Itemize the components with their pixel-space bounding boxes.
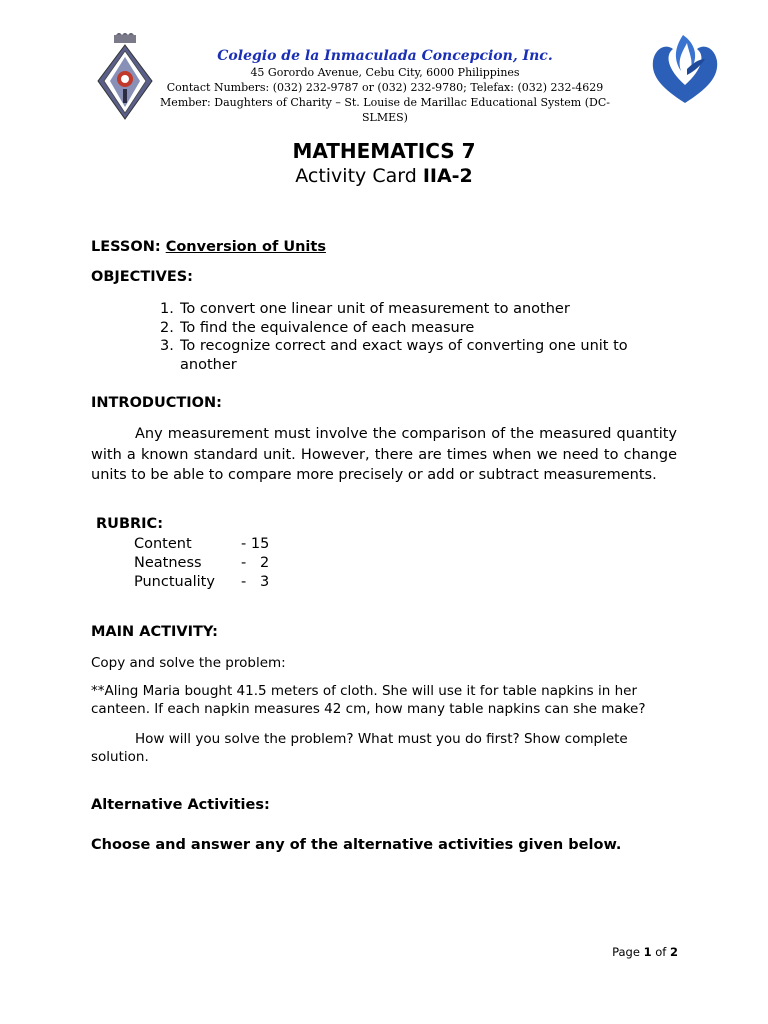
flame-hands-emblem-icon (647, 29, 723, 107)
lesson-line (91, 238, 326, 258)
alternative-activities-heading: Alternative Activities: (91, 797, 270, 813)
objective-item: 1. To convert one linear unit of measurement to another (160, 301, 570, 317)
lesson-title: Conversion of Units (165, 239, 326, 255)
rubric-label-content: Content (134, 536, 192, 552)
activity-card-code: IIA-2 (422, 165, 473, 187)
main-activity-heading: MAIN ACTIVITY: (91, 624, 218, 640)
subtitle-prefix: Activity Card (295, 165, 423, 187)
objective-item: 2. To find the equivalence of each measure (160, 319, 475, 336)
objective-item: 3. To recognize correct and exact ways of converting one unit to another (160, 338, 628, 373)
main-activity-problem: **Aling Maria bought 41.5 meters of cloth. She will use it for table napkins in her canteen. If each napkin measures 42 cm, how many table napkins can she make? (91, 683, 646, 717)
page-number: Page 1 of 2 (612, 945, 678, 959)
main-activity-question: How will you solve the problem? What must you do first? Show complete solution. (91, 731, 628, 765)
main-activity-instruction: Copy and solve the problem: (91, 655, 286, 671)
total-pages: 2 (669, 945, 678, 959)
rubric-value-punctuality: - 3 (241, 574, 270, 590)
objectives-list (160, 300, 680, 374)
school-contact: Contact Numbers: (032) 232-9787 or (032) 232-9780; Telefax: (032) 232-4629 (166, 81, 604, 94)
rubric-value-neatness: - 2 (241, 555, 270, 571)
rubric-label-punctuality: Punctuality (134, 574, 215, 590)
introduction-heading: INTRODUCTION: (91, 395, 222, 411)
school-membership: Member: Daughters of Charity – St. Louise de Marillac Educational System (DC- SLMES) (160, 96, 610, 124)
school-header (140, 47, 630, 125)
school-name: Colegio de la Inmaculada Concepcion, Inc. (217, 48, 553, 64)
page-subtitle (0, 164, 768, 189)
alternative-activities-instruction: Choose and answer any of the alternative activities given below. (91, 837, 622, 853)
rubric-value-content: - 15 (241, 536, 270, 552)
objectives-heading: OBJECTIVES: (91, 269, 193, 285)
lesson-label: LESSON: (91, 239, 166, 255)
rubric-heading: RUBRIC: (96, 516, 163, 532)
school-address: 45 Gorordo Avenue, Cebu City, 6000 Philippines (250, 66, 520, 79)
introduction-paragraph: Any measurement must involve the comparison of the measured quantity with a known standard unit. However, there are times when we need to change units to be able to compare more precisely or add or subtract measurements. (91, 426, 677, 483)
daughters-of-charity-logo (647, 29, 723, 107)
rubric-label-neatness: Neatness (134, 555, 202, 571)
page-title: MATHEMATICS 7 (292, 139, 476, 163)
current-page: 1 (643, 945, 652, 959)
